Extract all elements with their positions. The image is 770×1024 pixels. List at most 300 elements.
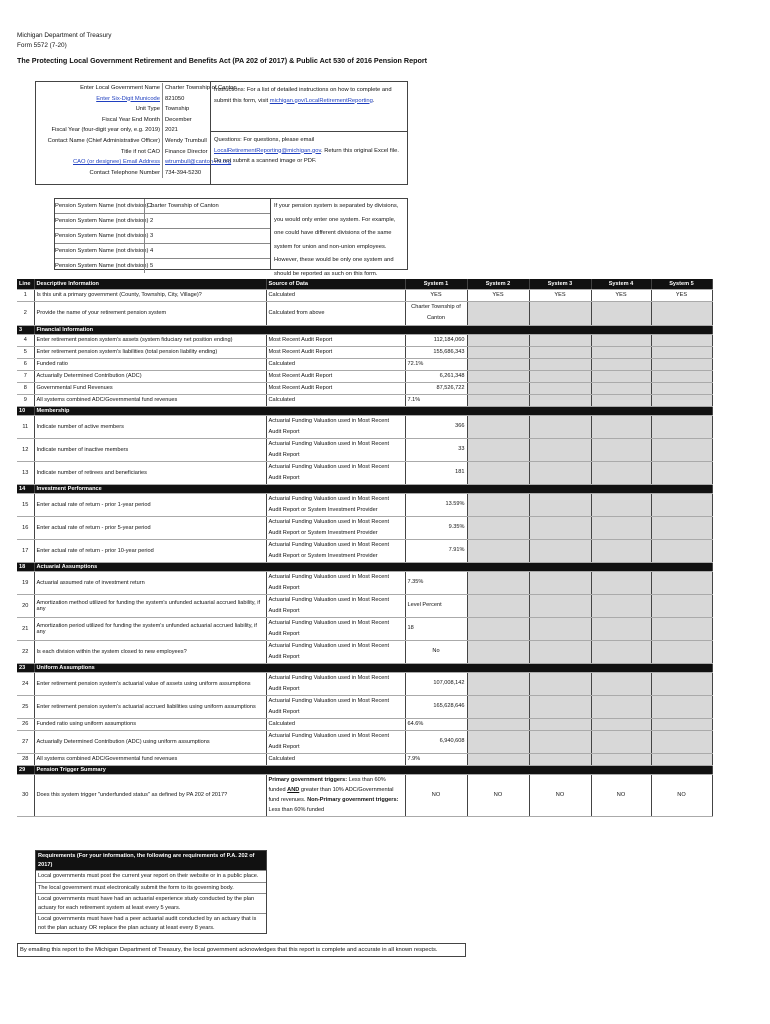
section-header-row <box>17 484 712 493</box>
row-description: All systems combined ADC/Governmental fund revenues <box>34 753 266 765</box>
table-row <box>17 289 712 301</box>
system-4-value[interactable] <box>591 382 651 394</box>
pension-name-label: Pension System Name (not division) 2 <box>55 218 154 224</box>
row-description: Funded ratio using uniform assumptions <box>34 718 266 730</box>
info-row <box>36 147 210 158</box>
line-number: 17 <box>17 539 34 562</box>
system-5-value[interactable] <box>651 516 712 539</box>
row-source: Most Recent Audit Report <box>266 346 405 358</box>
system-2-value[interactable] <box>467 571 529 594</box>
system-5-value[interactable] <box>651 493 712 516</box>
system-3-value[interactable] <box>529 346 591 358</box>
row-source: Actuarial Funding Valuation used in Most Recent Audit Report <box>266 461 405 484</box>
system-4-value[interactable] <box>591 539 651 562</box>
requirements-box <box>35 850 267 934</box>
row-description: Is this unit a primary government (County, Township, City, Village)? <box>34 289 266 301</box>
system-3-value[interactable] <box>529 571 591 594</box>
system-3-value[interactable] <box>529 672 591 695</box>
questions-label: Questions: For questions, please email <box>214 137 315 143</box>
system-4-value[interactable] <box>591 571 651 594</box>
line-number: 25 <box>17 695 34 718</box>
system-3-value[interactable] <box>529 516 591 539</box>
row-description: Is each division within the system closed to new employees? <box>34 640 266 663</box>
line-number: 10 <box>17 406 34 415</box>
info-value[interactable]: 2021 <box>162 125 210 136</box>
system-4-value[interactable] <box>591 370 651 382</box>
system-5-value[interactable] <box>651 382 712 394</box>
system-4-value[interactable] <box>591 617 651 640</box>
system-3-value[interactable] <box>529 394 591 406</box>
row-description: Enter actual rate of return - prior 5-year period <box>34 516 266 539</box>
system-5-value[interactable] <box>651 438 712 461</box>
row-description: Actuarially Determined Contribution (ADC) <box>34 370 266 382</box>
system-1-value[interactable]: No <box>405 640 467 663</box>
system-1-value[interactable]: NO <box>405 774 467 816</box>
system-5-value[interactable] <box>651 640 712 663</box>
info-label[interactable]: CAO (or designee) Email Address <box>73 159 160 165</box>
row-source: Actuarial Funding Valuation used in Most Recent Audit Report or System Investment Provider <box>266 539 405 562</box>
row-description: Does this system trigger "underfunded status" as defined by PA 202 of 2017? <box>34 774 266 816</box>
system-2-value[interactable] <box>467 461 529 484</box>
system-4-value[interactable] <box>591 695 651 718</box>
system-5-value[interactable] <box>651 695 712 718</box>
info-label: Title if not CAO <box>120 148 160 155</box>
info-row <box>36 104 210 115</box>
system-1-value[interactable]: 6,261,348 <box>405 370 467 382</box>
system-3-value[interactable] <box>529 358 591 370</box>
line-number: 21 <box>17 617 34 640</box>
line-number: 22 <box>17 640 34 663</box>
line-number: 14 <box>17 484 34 493</box>
table-row <box>17 571 712 594</box>
pension-name-row <box>55 199 270 214</box>
system-3-value[interactable] <box>529 334 591 346</box>
info-value[interactable]: 821050 <box>162 94 210 105</box>
instructions-link[interactable]: michigan.gov/LocalRetirementReporting <box>269 97 373 104</box>
line-number: 27 <box>17 730 34 753</box>
system-2-value[interactable]: YES <box>467 289 529 301</box>
pension-name-value[interactable] <box>144 259 270 273</box>
row-source: Calculated <box>266 394 405 406</box>
system-4-value[interactable] <box>591 753 651 765</box>
row-description: Funded ratio <box>34 358 266 370</box>
info-label: Unit Type <box>135 106 160 112</box>
pension-name-label: Pension System Name (not division) 4 <box>55 248 154 254</box>
footer-acknowledgment: By emailing this report to the Michigan Department of Treasury, the local government acknowledges that this report is complete and accurate in all known respects. <box>17 943 466 957</box>
info-label: Fiscal Year End Month <box>101 116 160 123</box>
system-5-value[interactable] <box>651 394 712 406</box>
section-title: Actuarial Assumptions <box>34 562 712 571</box>
table-row <box>17 461 712 484</box>
system-4-value[interactable] <box>591 334 651 346</box>
info-fields <box>36 82 237 184</box>
section-title: Pension Trigger Summary <box>34 765 712 774</box>
requirement-item: Local governments must post the current year report on their website or in a public place. <box>36 871 266 883</box>
system-3-value[interactable] <box>529 370 591 382</box>
system-1-value[interactable]: 112,184,060 <box>405 334 467 346</box>
system-5-value[interactable] <box>651 539 712 562</box>
row-source <box>266 774 405 816</box>
system-2-value[interactable] <box>467 516 529 539</box>
pension-name-label: Pension System Name (not division) 5 <box>55 263 154 269</box>
system-4-value[interactable] <box>591 594 651 617</box>
system-4-value[interactable] <box>591 438 651 461</box>
table-row <box>17 617 712 640</box>
section-title: Investment Performance <box>34 484 712 493</box>
system-2-value[interactable] <box>467 301 529 325</box>
system-1-value[interactable]: 155,686,343 <box>405 346 467 358</box>
system-3-value[interactable] <box>529 617 591 640</box>
system-3-value[interactable] <box>529 493 591 516</box>
header-system: System 1 <box>405 279 467 289</box>
system-3-value[interactable] <box>529 640 591 663</box>
system-1-value[interactable]: 13.59% <box>405 493 467 516</box>
header-system: System 2 <box>467 279 529 289</box>
table-row <box>17 358 712 370</box>
system-4-value[interactable] <box>591 640 651 663</box>
system-2-value[interactable] <box>467 594 529 617</box>
system-5-value[interactable] <box>651 415 712 438</box>
line-number: 4 <box>17 334 34 346</box>
system-3-value[interactable] <box>529 730 591 753</box>
header-description: Descriptive Information <box>34 279 266 289</box>
system-5-value[interactable] <box>651 672 712 695</box>
line-number: 3 <box>17 325 34 334</box>
table-row <box>17 438 712 461</box>
row-source: Most Recent Audit Report <box>266 334 405 346</box>
table-row <box>17 672 712 695</box>
page-title: The Protecting Local Government Retirement and Benefits Act (PA 202 of 2017) & Public Act 530 of 2016 Pension Report <box>17 56 428 65</box>
table-row <box>17 382 712 394</box>
row-source: Actuarial Funding Valuation used in Most Recent Audit Report <box>266 571 405 594</box>
row-source: Actuarial Funding Valuation used in Most Recent Audit Report <box>266 438 405 461</box>
info-value[interactable]: Finance Director <box>162 147 210 158</box>
system-2-value[interactable] <box>467 382 529 394</box>
system-3-value[interactable]: NO <box>529 774 591 816</box>
table-row <box>17 493 712 516</box>
header-system: System 5 <box>651 279 712 289</box>
system-1-value[interactable]: 6,940,608 <box>405 730 467 753</box>
system-2-value[interactable] <box>467 370 529 382</box>
row-source: Actuarial Funding Valuation used in Most Recent Audit Report <box>266 695 405 718</box>
system-2-value[interactable] <box>467 753 529 765</box>
trigger-text: greater than 10% ADC/Governmental fund revenues. <box>268 787 394 803</box>
header-system: System 4 <box>591 279 651 289</box>
system-2-value[interactable] <box>467 539 529 562</box>
pension-name-row <box>55 214 270 229</box>
system-4-value[interactable] <box>591 461 651 484</box>
system-4-value[interactable] <box>591 672 651 695</box>
section-title: Membership <box>34 406 712 415</box>
form-number: Form 5572 (7-20) <box>17 42 67 49</box>
system-2-value[interactable]: NO <box>467 774 529 816</box>
system-2-value[interactable] <box>467 415 529 438</box>
instructions-label: Instructions: For a list of detailed instructions on how to complete and submit this form, visit <box>214 87 392 104</box>
info-row <box>36 94 210 105</box>
system-1-value[interactable]: 7.9% <box>405 753 467 765</box>
row-source: Actuarial Funding Valuation used in Most Recent Audit Report <box>266 594 405 617</box>
system-4-value[interactable] <box>591 718 651 730</box>
line-number: 5 <box>17 346 34 358</box>
system-1-value[interactable]: 33 <box>405 438 467 461</box>
system-2-value[interactable] <box>467 493 529 516</box>
info-value[interactable]: Charter Township of Canton <box>162 83 210 94</box>
system-1-value[interactable]: 18 <box>405 617 467 640</box>
row-description: Enter retirement pension system's assets (system fiduciary net position ending) <box>34 334 266 346</box>
system-2-value[interactable] <box>467 617 529 640</box>
system-5-value[interactable]: YES <box>651 289 712 301</box>
system-4-value[interactable]: NO <box>591 774 651 816</box>
info-value[interactable]: Township <box>162 104 210 115</box>
row-description: Indicate number of inactive members <box>34 438 266 461</box>
info-row <box>36 136 210 147</box>
system-4-value[interactable] <box>591 346 651 358</box>
system-1-value[interactable]: Charter Township of Canton <box>405 301 467 325</box>
system-2-value[interactable] <box>467 672 529 695</box>
system-1-value[interactable]: 7.35% <box>405 571 467 594</box>
line-number: 18 <box>17 562 34 571</box>
system-1-value[interactable]: Level Percent <box>405 594 467 617</box>
table-row <box>17 516 712 539</box>
system-2-value[interactable] <box>467 438 529 461</box>
pension-name-fields <box>55 199 270 269</box>
system-1-value[interactable]: 107,008,142 <box>405 672 467 695</box>
system-1-value[interactable]: 64.6% <box>405 718 467 730</box>
row-source: Actuarial Funding Valuation used in Most Recent Audit Report <box>266 415 405 438</box>
system-4-value[interactable] <box>591 358 651 370</box>
line-number: 11 <box>17 415 34 438</box>
pension-name-value[interactable] <box>144 214 270 228</box>
row-source: Actuarial Funding Valuation used in Most Recent Audit Report <box>266 730 405 753</box>
line-number: 26 <box>17 718 34 730</box>
system-3-value[interactable] <box>529 718 591 730</box>
system-5-value[interactable] <box>651 334 712 346</box>
division-note: If your pension system is separated by divisions, you would only enter one system. For example, one could have different divisions of the same system for union and non-union employees. However, these would be only one system and should be reported as such on this form. <box>270 199 407 269</box>
info-label: Enter Local Government Name <box>80 85 160 91</box>
table-row <box>17 415 712 438</box>
row-source: Most Recent Audit Report <box>266 382 405 394</box>
section-header-row <box>17 406 712 415</box>
line-number: 28 <box>17 753 34 765</box>
system-1-value[interactable]: 165,628,646 <box>405 695 467 718</box>
pension-name-value[interactable]: Charter Township of Canton <box>144 199 270 213</box>
line-number: 7 <box>17 370 34 382</box>
info-label[interactable]: Enter Six-Digit Municode <box>96 95 160 102</box>
requirement-item: The local government must electronically submit the form to its governing body. <box>36 883 266 895</box>
row-source: Most Recent Audit Report <box>266 370 405 382</box>
system-3-value[interactable] <box>529 461 591 484</box>
row-description: Indicate number of retirees and beneficiaries <box>34 461 266 484</box>
system-5-value[interactable] <box>651 571 712 594</box>
table-row <box>17 334 712 346</box>
row-source: Actuarial Funding Valuation used in Most Recent Audit Report <box>266 617 405 640</box>
info-row <box>36 125 210 136</box>
info-row <box>36 83 237 94</box>
system-2-value[interactable] <box>467 718 529 730</box>
system-3-value[interactable]: YES <box>529 289 591 301</box>
system-3-value[interactable] <box>529 695 591 718</box>
section-header-row <box>17 663 712 672</box>
row-description: Governmental Fund Revenues <box>34 382 266 394</box>
row-source: Actuarial Funding Valuation used in Most Recent Audit Report or System Investment Provider <box>266 516 405 539</box>
pension-name-value[interactable] <box>144 229 270 243</box>
section-header-row <box>17 562 712 571</box>
table-row <box>17 594 712 617</box>
system-3-value[interactable] <box>529 753 591 765</box>
line-number: 9 <box>17 394 34 406</box>
info-label: Contact Telephone Number <box>89 169 160 176</box>
line-number: 24 <box>17 672 34 695</box>
info-label: Fiscal Year (four-digit year only, e.g. 2019) <box>51 127 160 133</box>
system-4-value[interactable] <box>591 730 651 753</box>
pension-report-table <box>17 279 713 817</box>
pension-name-row <box>55 229 270 244</box>
table-row <box>17 730 712 753</box>
system-2-value[interactable] <box>467 394 529 406</box>
pension-name-label: Pension System Name (not division) 1 <box>55 203 154 209</box>
system-1-value[interactable]: 72.1% <box>405 358 467 370</box>
system-4-value[interactable] <box>591 301 651 325</box>
system-3-value[interactable] <box>529 438 591 461</box>
table-row <box>17 718 712 730</box>
system-5-value[interactable] <box>651 617 712 640</box>
row-description: Enter retirement pension system's actuarial value of assets using uniform assumptions <box>34 672 266 695</box>
system-5-value[interactable] <box>651 718 712 730</box>
row-description: Enter retirement pension system's liabilities (total pension liability ending) <box>34 346 266 358</box>
system-1-value[interactable]: 7.91% <box>405 539 467 562</box>
system-4-value[interactable]: YES <box>591 289 651 301</box>
section-header-row <box>17 325 712 334</box>
line-number: 20 <box>17 594 34 617</box>
trigger-text: Less than 60% funded <box>268 807 325 813</box>
row-source: Calculated <box>266 289 405 301</box>
system-2-value[interactable] <box>467 346 529 358</box>
system-4-value[interactable] <box>591 516 651 539</box>
system-5-value[interactable] <box>651 301 712 325</box>
line-number: 8 <box>17 382 34 394</box>
row-source: Actuarial Funding Valuation used in Most Recent Audit Report or System Investment Provider <box>266 493 405 516</box>
line-number: 12 <box>17 438 34 461</box>
system-4-value[interactable] <box>591 415 651 438</box>
system-5-value[interactable] <box>651 594 712 617</box>
system-1-value[interactable]: 9.35% <box>405 516 467 539</box>
system-1-value[interactable]: YES <box>405 289 467 301</box>
system-1-value[interactable]: 366 <box>405 415 467 438</box>
line-number: 2 <box>17 301 34 325</box>
system-5-value[interactable] <box>651 370 712 382</box>
info-value[interactable]: Wendy Trumbull <box>162 136 210 147</box>
row-description: Actuarial assumed rate of investment return <box>34 571 266 594</box>
table-row <box>17 370 712 382</box>
row-description: Actuarially Determined Contribution (ADC) using uniform assumptions <box>34 730 266 753</box>
line-number: 19 <box>17 571 34 594</box>
table-row <box>17 640 712 663</box>
system-2-value[interactable] <box>467 695 529 718</box>
system-4-value[interactable] <box>591 493 651 516</box>
system-2-value[interactable] <box>467 640 529 663</box>
instructions-text: Instructions: For a list of detailed instructions on how to complete and submit this form, visit michigan.gov/LocalRetirementReporting. <box>211 82 407 132</box>
row-description: Enter actual rate of return - prior 10-year period <box>34 539 266 562</box>
system-1-value[interactable]: 7.1% <box>405 394 467 406</box>
system-2-value[interactable] <box>467 358 529 370</box>
system-3-value[interactable] <box>529 594 591 617</box>
system-3-value[interactable] <box>529 415 591 438</box>
system-5-value[interactable]: NO <box>651 774 712 816</box>
system-3-value[interactable] <box>529 382 591 394</box>
system-5-value[interactable] <box>651 461 712 484</box>
system-1-value[interactable]: 87,526,722 <box>405 382 467 394</box>
pension-name-row <box>55 244 270 259</box>
table-header-row <box>17 279 712 289</box>
return-note: . Return this original Excel file. Do not submit a scanned image or PDF. <box>214 147 399 164</box>
system-4-value[interactable] <box>591 394 651 406</box>
row-description: Enter retirement pension system's actuarial accrued liabilities using uniform assumptions <box>34 695 266 718</box>
system-2-value[interactable] <box>467 730 529 753</box>
header-source: Source of Data <box>266 279 405 289</box>
system-5-value[interactable] <box>651 346 712 358</box>
table-row <box>17 753 712 765</box>
table-row <box>17 346 712 358</box>
system-5-value[interactable] <box>651 358 712 370</box>
row-description: All systems combined ADC/Governmental fund revenues <box>34 394 266 406</box>
header-line: Line <box>17 279 34 289</box>
info-row <box>36 115 210 126</box>
info-value[interactable]: wtrumbull@canton-mi.org <box>162 157 210 168</box>
row-source: Calculated <box>266 753 405 765</box>
line-number: 6 <box>17 358 34 370</box>
system-5-value[interactable] <box>651 730 712 753</box>
row-source: Actuarial Funding Valuation used in Most Recent Audit Report <box>266 672 405 695</box>
table-row <box>17 774 712 816</box>
pension-names-block <box>54 198 408 277</box>
pension-name-label: Pension System Name (not division) 3 <box>55 233 154 239</box>
trigger-text: Non-Primary government triggers: <box>307 797 399 803</box>
line-number: 15 <box>17 493 34 516</box>
questions-email-link[interactable]: LocalRetirementReporting@michigan.gov <box>214 147 321 154</box>
row-description: Amortization period utilized for funding the system's unfunded actuarial accrued liability, if any <box>34 617 266 640</box>
questions-text <box>211 132 407 170</box>
info-row <box>36 157 232 168</box>
info-label: Contact Name (Chief Administrative Officer) <box>47 137 160 144</box>
line-number: 16 <box>17 516 34 539</box>
pension-name-value[interactable] <box>144 244 270 258</box>
row-source: Actuarial Funding Valuation used in Most Recent Audit Report <box>266 640 405 663</box>
trigger-text: Less than 60% funded <box>268 777 386 793</box>
system-2-value[interactable] <box>467 334 529 346</box>
system-1-value[interactable]: 181 <box>405 461 467 484</box>
government-info-block <box>35 81 408 185</box>
system-5-value[interactable] <box>651 753 712 765</box>
pension-name-row <box>55 259 270 273</box>
info-value[interactable]: 734-394-5230 <box>162 168 210 179</box>
row-source: Calculated <box>266 718 405 730</box>
info-row <box>36 168 210 179</box>
row-description: Indicate number of active members <box>34 415 266 438</box>
section-title: Uniform Assumptions <box>34 663 712 672</box>
row-description: Amortization method utilized for funding the system's unfunded actuarial accrued liability, if any <box>34 594 266 617</box>
row-source: Calculated <box>266 358 405 370</box>
info-value[interactable]: December <box>162 115 210 126</box>
section-header-row <box>17 765 712 774</box>
line-number: 29 <box>17 765 34 774</box>
trigger-text: AND <box>287 787 300 793</box>
header-system: System 3 <box>529 279 591 289</box>
system-3-value[interactable] <box>529 539 591 562</box>
line-number: 13 <box>17 461 34 484</box>
requirements-title: Requirements (For your information, the following are requirements of P.A. 202 of 2017) <box>36 851 266 871</box>
table-row <box>17 695 712 718</box>
system-3-value[interactable] <box>529 301 591 325</box>
